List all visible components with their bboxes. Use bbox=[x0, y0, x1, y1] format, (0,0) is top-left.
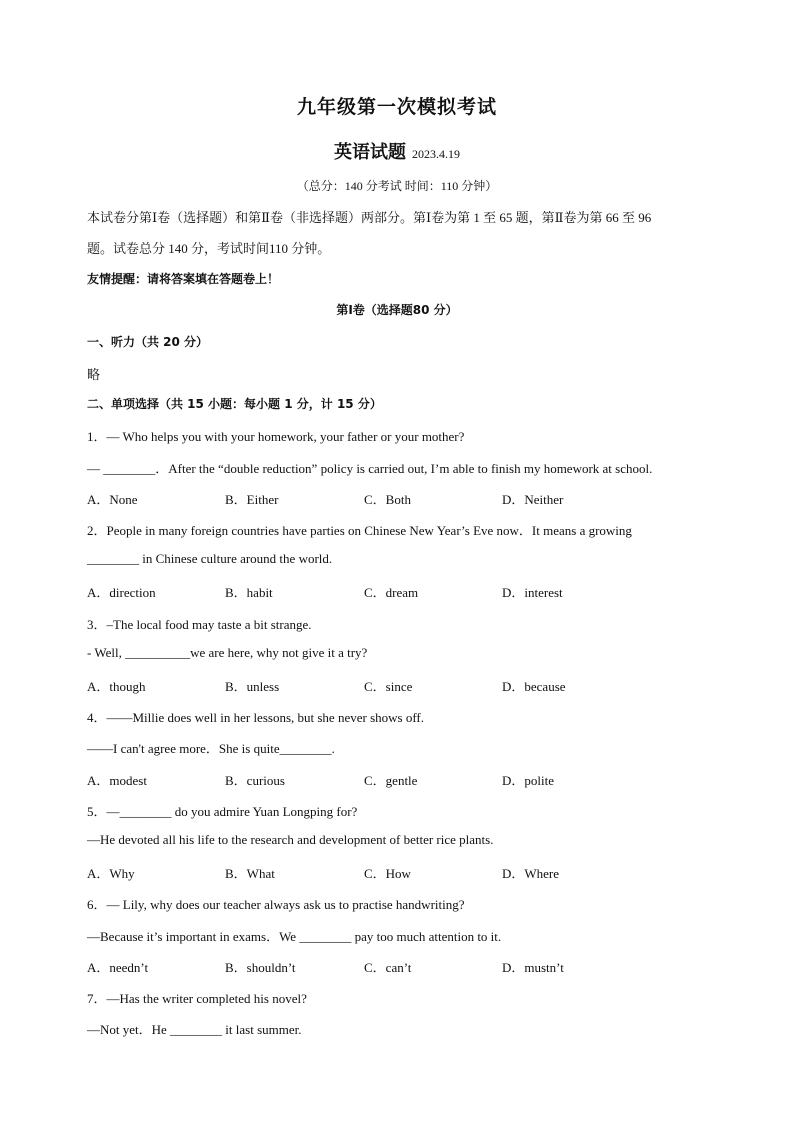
option-a: A．direction bbox=[87, 585, 156, 600]
option-b: B．Either bbox=[225, 492, 279, 507]
intro-line-1: 本试卷分第Ⅰ卷（选择题）和第Ⅱ卷（非选择题）两部分。第Ⅰ卷为第 1 至 65 题，第Ⅱ卷为第 66 至 96 bbox=[87, 210, 652, 225]
option-a: A．modest bbox=[87, 773, 147, 788]
question-stem: 5．—________ do you admire Yuan Longping for? bbox=[87, 804, 358, 819]
option-a: A．Why bbox=[87, 866, 135, 881]
option-d: D．because bbox=[502, 679, 566, 694]
option-b: B．curious bbox=[225, 773, 285, 788]
option-c: C．dream bbox=[364, 585, 419, 600]
question-stem: 3．–The local food may taste a bit strange. bbox=[87, 617, 312, 632]
option-b: B．unless bbox=[225, 679, 280, 694]
subject-title: 英语试题 bbox=[334, 142, 406, 163]
section-title: 第Ⅰ卷（选择题80 分） bbox=[336, 303, 458, 317]
intro-line-2: 题。试卷总分 140 分，考试时间110 分钟。 bbox=[87, 241, 331, 256]
question-line: ________ in Chinese culture around the world. bbox=[87, 551, 333, 566]
exam-subtitle bbox=[0, 138, 794, 164]
option-c: C．gentle bbox=[364, 773, 418, 788]
question-line: - Well, __________we are here, why not give it a try? bbox=[87, 645, 368, 660]
option-c: C．Both bbox=[364, 492, 411, 507]
question-stem: 6．— Lily, why does our teacher always ask us to practise handwriting? bbox=[87, 897, 465, 912]
option-a: A．needn’t bbox=[87, 960, 149, 975]
question-line: —Not yet．He ________ it last summer. bbox=[87, 1022, 302, 1037]
option-c: C．since bbox=[364, 679, 413, 694]
option-c: C．How bbox=[364, 866, 411, 881]
question-stem: 1．— Who helps you with your homework, your father or your mother? bbox=[87, 429, 465, 444]
question-line: — ________．After the “double reduction” policy is carried out, I’m able to finish my homework at school. bbox=[87, 461, 653, 476]
option-b: B．habit bbox=[225, 585, 273, 600]
option-d: D．polite bbox=[502, 773, 554, 788]
option-d: D．Neither bbox=[502, 492, 564, 507]
part1-heading: 一、听力（共 20 分） bbox=[87, 335, 209, 349]
option-d: D．mustn’t bbox=[502, 960, 564, 975]
question-line: —He devoted all his life to the research and development of better rice plants. bbox=[87, 832, 494, 847]
option-b: B．shouldn’t bbox=[225, 960, 296, 975]
part2-heading: 二、单项选择（共 15 小题：每小题 1 分，计 15 分） bbox=[87, 397, 382, 411]
option-b: B．What bbox=[225, 866, 275, 881]
exam-date: 2023.4.19 bbox=[412, 147, 460, 161]
question-stem: 4．——Millie does well in her lessons, but she never shows off. bbox=[87, 710, 424, 725]
question-stem: 2．People in many foreign countries have parties on Chinese New Year’s Eve now．It means a growing bbox=[87, 523, 632, 538]
reminder: 友情提醒：请将答案填在答题卷上！ bbox=[87, 272, 280, 286]
option-a: A．None bbox=[87, 492, 138, 507]
part1-body: 略 bbox=[87, 367, 101, 382]
question-line: —Because it’s important in exams．We ________ pay too much attention to it. bbox=[87, 929, 502, 944]
exam-title: 九年级第一次模拟考试 bbox=[296, 96, 497, 118]
option-d: D．Where bbox=[502, 866, 560, 881]
option-c: C．can’t bbox=[364, 960, 412, 975]
question-line: ——I can't agree more．She is quite________. bbox=[87, 741, 335, 756]
score-time-note: （总分：140 分考试 时间：110 分钟） bbox=[296, 179, 498, 193]
option-d: D．interest bbox=[502, 585, 563, 600]
option-a: A．though bbox=[87, 679, 146, 694]
question-stem: 7．—Has the writer completed his novel? bbox=[87, 991, 307, 1006]
